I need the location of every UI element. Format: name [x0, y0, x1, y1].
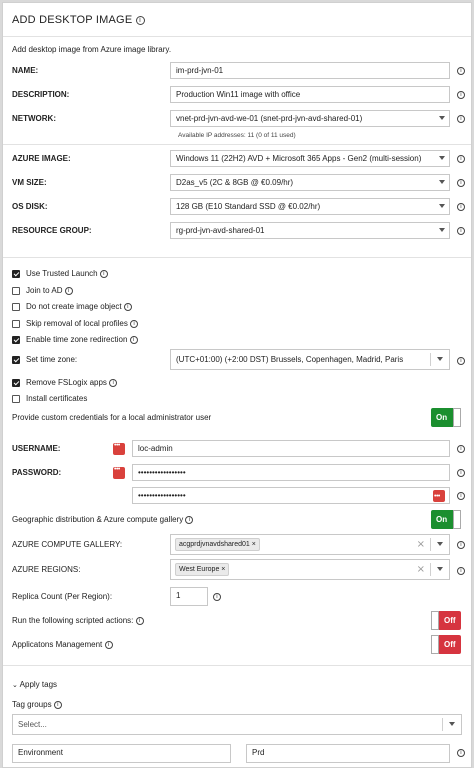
resource-group-label: RESOURCE GROUP: [12, 226, 92, 235]
divider [430, 563, 431, 576]
info-icon[interactable]: i [105, 641, 113, 649]
password-input[interactable]: ••••••••••••••••• [132, 464, 450, 481]
azure-image-select[interactable] [170, 150, 450, 167]
vm-size-value: D2as_v5 (2C & 8GB @ €0.09/hr) [176, 178, 294, 187]
vm-size-label: VM SIZE: [12, 178, 47, 187]
regions-select[interactable] [170, 559, 450, 580]
set-timezone-checkbox[interactable] [12, 356, 20, 364]
remove-fslogix-label: Remove FSLogix apps i [26, 378, 117, 387]
timezone-select[interactable] [170, 349, 450, 370]
set-timezone-label: Set time zone: [26, 355, 78, 364]
divider [3, 257, 471, 258]
tz-redirection-label: Enable time zone redirection i [26, 335, 138, 344]
username-input[interactable]: loc-admin [132, 440, 450, 457]
remove-tag-icon[interactable]: × [221, 566, 226, 573]
info-icon[interactable]: i [457, 541, 465, 549]
caret-down-icon [439, 228, 445, 232]
password-confirm-input[interactable] [132, 487, 450, 504]
trusted-launch-label: Use Trusted Launch i [26, 269, 108, 278]
info-icon[interactable]: i [457, 567, 465, 575]
clear-icon[interactable]: × [416, 564, 425, 575]
toggle-knob [453, 510, 461, 529]
key-icon[interactable] [113, 443, 125, 455]
username-label: USERNAME: [12, 444, 61, 453]
select-placeholder: Select... [18, 720, 47, 729]
description-input[interactable]: Production Win11 image with office [170, 86, 450, 103]
info-icon[interactable]: i [457, 115, 465, 123]
network-hint: Available IP addresses: 11 (0 of 11 used) [178, 132, 296, 139]
info-icon[interactable]: i [185, 516, 193, 524]
network-select[interactable] [170, 110, 450, 127]
intro-text: Add desktop image from Azure image library. [12, 45, 172, 54]
caret-down-icon [439, 156, 445, 160]
regions-label: AZURE REGIONS: [12, 565, 81, 574]
toggle-knob [431, 635, 439, 654]
info-icon[interactable]: i [130, 320, 138, 328]
geo-label: Geographic distribution & Azure compute gallery i [12, 515, 193, 524]
info-icon[interactable]: i [136, 16, 145, 25]
trusted-launch-checkbox[interactable] [12, 270, 20, 278]
toggle-state: Off [444, 640, 456, 649]
join-ad-checkbox[interactable] [12, 287, 20, 295]
password-confirm-value: ••••••••••••••••• [138, 491, 186, 500]
resource-group-value: rg-prd-jvn-avd-shared-01 [176, 226, 265, 235]
info-icon[interactable]: i [457, 445, 465, 453]
divider [430, 538, 431, 551]
key-icon[interactable] [113, 467, 125, 479]
remove-fslogix-checkbox[interactable] [12, 379, 20, 387]
chevron-down-icon [437, 357, 443, 361]
apply-tags-toggle[interactable] [12, 680, 57, 689]
apps-toggle[interactable] [431, 635, 461, 654]
info-icon[interactable]: i [54, 701, 62, 709]
toggle-state: On [436, 515, 448, 524]
divider [3, 144, 471, 145]
info-icon[interactable]: i [109, 379, 117, 387]
page-title-text: ADD DESKTOP IMAGE [12, 14, 133, 26]
key-icon[interactable] [433, 490, 445, 502]
network-value: vnet-prd-jvn-avd-we-01 (snet-prd-jvn-avd-shared-01) [176, 114, 363, 123]
azure-image-value: Windows 11 (22H2) AVD + Microsoft 365 Apps - Gen2 (multi-session) [176, 154, 422, 163]
gallery-tag[interactable]: acgprdjvnavdshared01 × [175, 538, 260, 551]
os-disk-value: 128 GB (E10 Standard SSD @ €0.02/hr) [176, 202, 321, 211]
toggle-state: Off [444, 616, 456, 625]
install-certs-checkbox[interactable] [12, 395, 20, 403]
timezone-value: (UTC+01:00) (+2:00 DST) Brussels, Copenhagen, Madrid, Paris [176, 355, 404, 364]
gallery-select[interactable] [170, 534, 450, 555]
geo-toggle[interactable] [431, 510, 461, 529]
credentials-toggle[interactable] [431, 408, 461, 427]
info-icon[interactable]: i [457, 357, 465, 365]
skip-profiles-label: Skip removal of local profiles i [26, 319, 138, 328]
info-icon[interactable]: i [457, 91, 465, 99]
chevron-down-icon [449, 722, 455, 726]
replica-input[interactable]: 1 [170, 587, 208, 606]
tag-key-input[interactable]: Environment [12, 744, 231, 763]
chevron-down-icon: ⌄ [12, 682, 18, 689]
resource-group-select[interactable] [170, 222, 450, 239]
info-icon[interactable]: i [457, 469, 465, 477]
chevron-down-icon [437, 542, 443, 546]
clear-icon[interactable]: × [416, 539, 425, 550]
divider [430, 353, 431, 366]
toggle-state: On [436, 413, 448, 422]
no-image-object-checkbox[interactable] [12, 303, 20, 311]
credentials-label: Provide custom credentials for a local administrator user [12, 413, 212, 422]
scripted-label: Run the following scripted actions: i [12, 616, 144, 625]
description-label: DESCRIPTION: [12, 90, 70, 99]
vm-size-select[interactable] [170, 174, 450, 191]
info-icon[interactable]: i [457, 203, 465, 211]
caret-down-icon [439, 180, 445, 184]
add-desktop-image-panel [2, 2, 472, 768]
divider [442, 718, 443, 731]
azure-image-label: AZURE IMAGE: [12, 154, 71, 163]
toggle-knob [431, 611, 439, 630]
tz-redirection-checkbox[interactable] [12, 336, 20, 344]
info-icon[interactable]: i [124, 303, 132, 311]
info-icon[interactable]: i [213, 593, 221, 601]
apps-label: Applicatons Management i [12, 640, 113, 649]
info-icon[interactable]: i [457, 749, 465, 757]
info-icon[interactable]: i [100, 270, 108, 278]
info-icon[interactable]: i [130, 336, 138, 344]
os-disk-select[interactable] [170, 198, 450, 215]
info-icon[interactable]: i [457, 492, 465, 500]
info-icon[interactable]: i [457, 155, 465, 163]
info-icon[interactable]: i [457, 179, 465, 187]
remove-tag-icon[interactable]: × [251, 541, 256, 548]
info-icon[interactable]: i [457, 67, 465, 75]
apply-tags-label: Apply tags [19, 680, 58, 689]
divider [3, 665, 471, 666]
gallery-label: AZURE COMPUTE GALLERY: [12, 540, 123, 549]
name-input[interactable]: im-prd-jvn-01 [170, 62, 450, 79]
name-label: NAME: [12, 66, 39, 75]
install-certs-label: Install certificates [26, 394, 88, 403]
caret-down-icon [439, 204, 445, 208]
no-image-object-label: Do not create image object i [26, 302, 132, 311]
join-ad-label: Join to AD i [26, 286, 73, 295]
tag-groups-select[interactable] [12, 714, 462, 735]
replica-label: Replica Count (Per Region): [12, 592, 113, 601]
tag-value-input[interactable]: Prd [246, 744, 450, 763]
region-tag[interactable]: West Europe × [175, 563, 229, 576]
caret-down-icon [439, 116, 445, 120]
scripted-toggle[interactable] [431, 611, 461, 630]
toggle-knob [453, 408, 461, 427]
chevron-down-icon [437, 567, 443, 571]
os-disk-label: OS DISK: [12, 202, 48, 211]
password-label: PASSWORD: [12, 468, 62, 477]
panel-header [3, 3, 471, 37]
info-icon[interactable]: i [457, 227, 465, 235]
info-icon[interactable]: i [136, 617, 144, 625]
network-label: NETWORK: [12, 114, 56, 123]
tag-groups-label: Tag groups i [12, 700, 62, 709]
skip-profiles-checkbox[interactable] [12, 320, 20, 328]
page-title [12, 14, 145, 26]
info-icon[interactable]: i [65, 287, 73, 295]
